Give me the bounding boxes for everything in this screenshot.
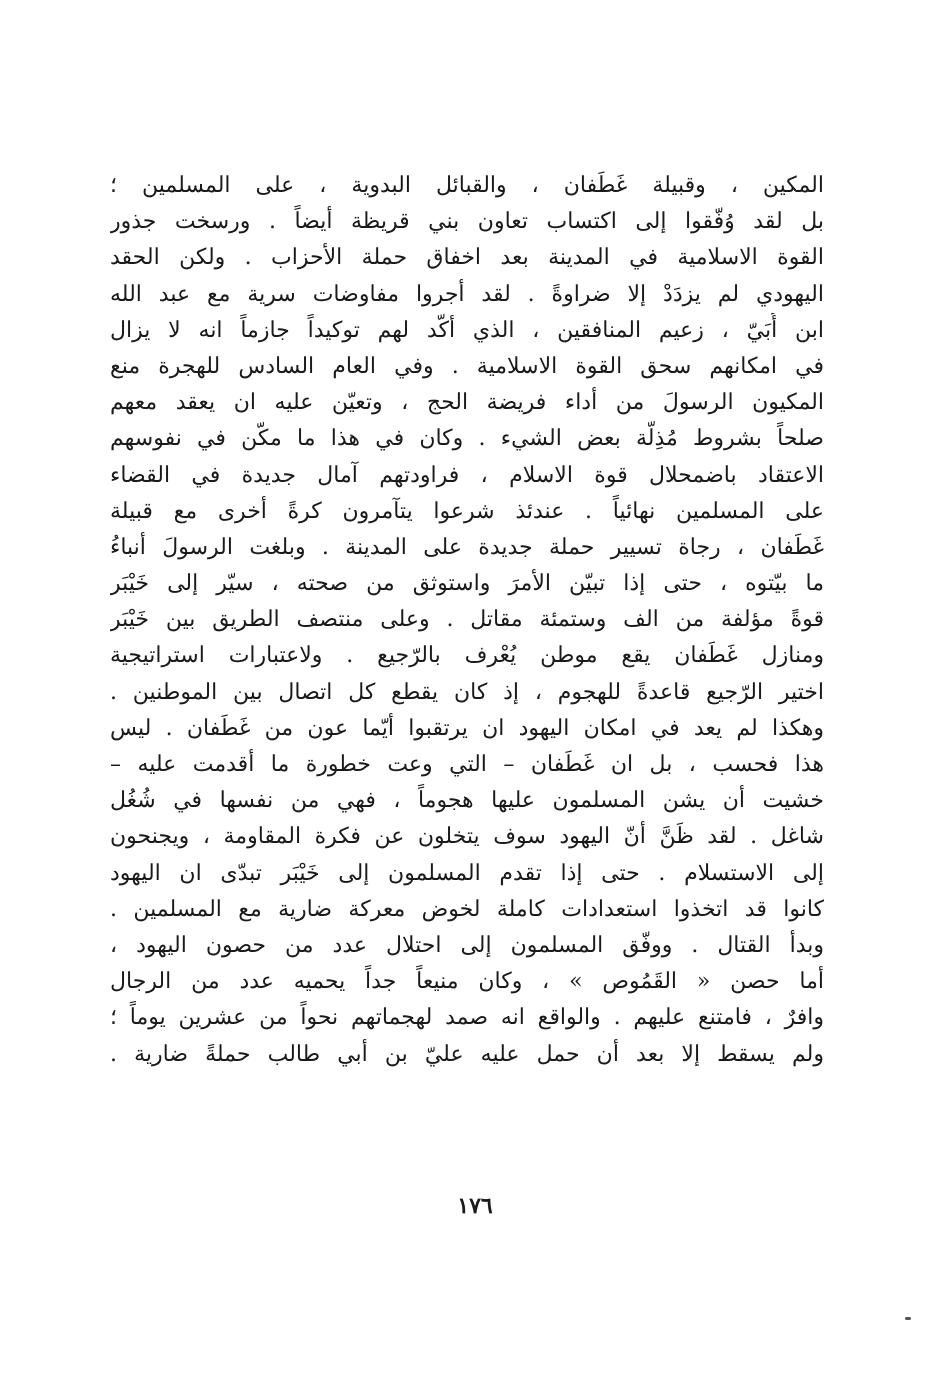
- text-line: صلحاً بشروط مُذِلّة بعض الشيء . وكان في هذا ما مكّن في نفوسهم: [110, 426, 824, 452]
- body-text: [110, 168, 824, 1073]
- text-line: القوة الاسلامية في المدينة بعد اخفاق حملة الأحزاب . ولكن الحقد: [110, 245, 824, 271]
- text-line: ولم يسقط إلا بعد أن حمل عليه عليّ بن أبي طالب حملةً ضارية .: [110, 1041, 824, 1067]
- text-line: شاغل . لقد ظَنَّ أنّ اليهود سوف يتخلون عن فكرة المقاومة ، ويجنحون: [110, 824, 824, 850]
- text-line: ابن أُبَيّ ، زعيم المنافقين ، الذي أكّد لهم توكيداً جازماً انه لا يزال: [110, 317, 824, 343]
- text-line: ما بيّتوه ، حتى إذا تبيّن الأمرَ واستوثق من صحته ، سيّر إلى خَيْبَر: [110, 571, 824, 597]
- text-line: بل لقد وُفّقوا إلى اكتساب تعاون بني قريظة أيضاً . ورسخت جذور: [110, 209, 824, 235]
- scan-speck: [905, 1317, 911, 1320]
- text-line: أما حصن « القَمُوص » ، وكان منيعاً جداً يحميه عدد من الرجال: [110, 969, 824, 995]
- text-line: في امكانهم سحق القوة الاسلامية . وفي العام السادس للهجرة منع: [110, 353, 824, 379]
- page-number: ١٧٦: [457, 1193, 493, 1219]
- text-line: وبدأ القتال . ووفّق المسلمون إلى احتلال عدد من حصون اليهود ،: [110, 932, 824, 958]
- text-line: كانوا قد اتخذوا استعدادات كاملة لخوض معركة ضارية مع المسلمين .: [110, 896, 824, 922]
- text-line: المكيون الرسولَ من أداء فريضة الحج ، وتعيّن عليه ان يعقد معهم: [110, 390, 824, 416]
- text-line: قوةً مؤلفة من الف وستمئة مقاتل . وعلى منتصف الطريق بين خَيْبَر: [110, 607, 824, 633]
- text-line: على المسلمين نهائياً . عندئذ شرعوا يتآمرون كرةً أخرى مع قبيلة: [110, 498, 824, 524]
- text-line: وافرٌ ، فامتنع عليهم . والواقع انه صمد لهجماتهم نحواً من عشرين يوماً ؛: [110, 1005, 824, 1031]
- text-line: غَطَفان ، رجاة تسيير حملة جديدة على المدينة . وبلغت الرسولَ أنباءُ: [110, 534, 824, 560]
- text-line: الاعتقاد باضمحلال قوة الاسلام ، فراودتهم آمال جديدة في القضاء: [110, 462, 824, 488]
- text-line: اليهودي لم يزدَدْ إلا ضراوةً . لقد أجروا مفاوضات سرية مع عبد الله: [110, 281, 824, 307]
- text-line: ومنازل غَطَفان يقع موطن يُعْرف بالرّجيع . ولاعتبارات استراتيجية: [110, 643, 824, 669]
- text-line: خشيت أن يشن المسلمون عليها هجوماً ، فهي من نفسها في شُغُل: [110, 788, 824, 814]
- text-line: اختير الرّجيع قاعدةً للهجوم ، إذ كان يقطع كل اتصال بين الموطنين .: [110, 679, 824, 705]
- text-line: وهكذا لم يعد في امكان اليهود ان يرتقبوا أيّما عون من غَطَفان . ليس: [110, 715, 824, 741]
- text-line: هذا فحسب ، بل ان غَطَفان – التي وعت خطورة ما أقدمت عليه –: [110, 752, 824, 777]
- text-line: المكين ، وقبيلة غَطَفان ، والقبائل البدوية ، على المسلمين ؛: [110, 173, 824, 198]
- text-line: إلى الاستسلام . حتى إذا تقدم المسلمون إلى خَيْبَر تبدّى ان اليهود: [110, 860, 824, 886]
